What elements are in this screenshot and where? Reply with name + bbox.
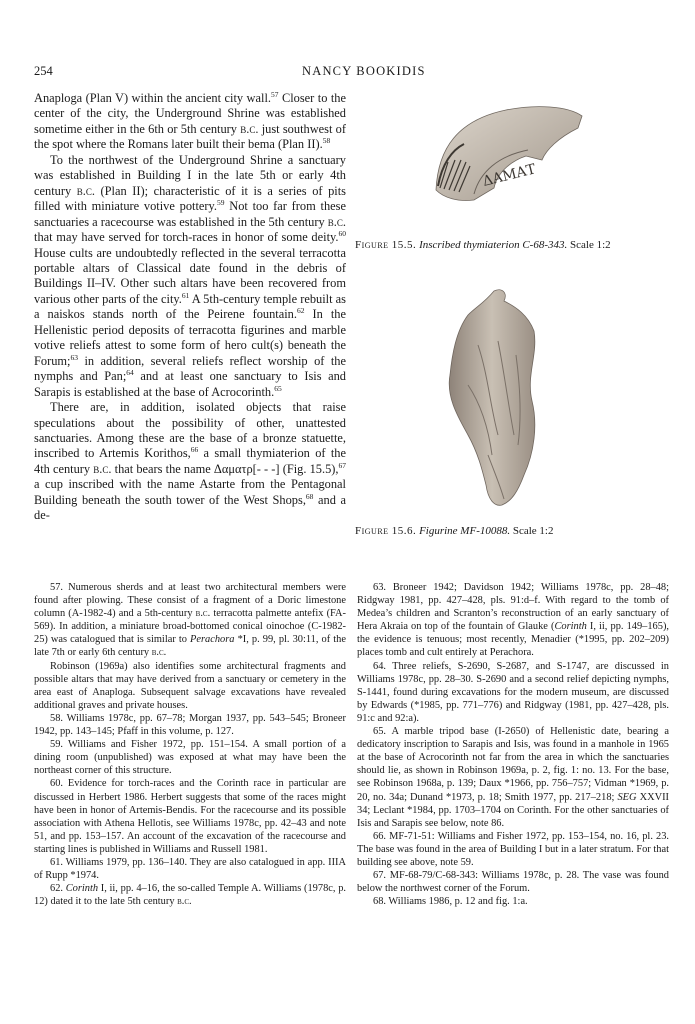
footnotes-left (34, 581, 346, 908)
footnote-63: 63. Broneer 1942; Davidson 1942; Williams 1978c, pp. 28–48; Ridgway 1981, pp. 427–428, pls. 91:d–f. With regard to the tomb of Medea’s children and Scranton’s reconstruction of an early sanctuary of Hera Akraia on top of the fountain of Glauke (Corinth I, ii, pp. 149–165), the evidence is tenuous; most recently, Menadier (*1995, pp. 202–209) places tomb and cult entirely at Perachora. (357, 582, 669, 659)
footnote-66: 66. MF-71-51: Williams and Fisher 1972, pp. 153–154, no. 16, pl. 23. The base was found in the area of Building I but in a later stratum. For that building see above, note 59. (357, 830, 669, 868)
footnotes-right (357, 581, 669, 908)
footnote-58: 58. Williams 1978c, pp. 67–78; Morgan 1937, pp. 543–545; Broneer 1942, pp. 143–145; Pfaff in this volume, p. 127. (34, 712, 346, 738)
footnote-59: 59. Williams and Fisher 1972, pp. 151–154. A small portion of a dining room (unpublished) was exposed at what may have been the northeast corner of this structure. (34, 739, 346, 777)
footnote-67: 67. MF-68-79/C-68-343: Williams 1978c, p. 28. The vase was found below the northwest corner of the Forum. (357, 870, 669, 895)
paragraph-2: To the northwest of the Underground Shrine a sanctuary was established in Building I in the late 5th or early 4th century b.c. (Plan II); characteristic of it is a series of pits filled with miniature votive pottery.$^{59}$ Not too far from these sanctuaries a racecourse was established in the 5th century b.c. that may have served for torch-races in honor of some deity.$^{60}$ House cults are undoubtedly reflected in the several terracotta portable altars of Classical date found in the debris of Buildings II–IV. Other such altars have been recovered from various other parts of the city.$^{61}$ A 5th-century temple rebuilt as a naiskos stands north of the Peirene fountain.$^{62}$ In the Hellenistic period deposits of terracotta figurines and marble votive reliefs attest to some form of hero cult(s) beneath the Forum;$^{63}$ in addition, several reliefs reflect worship of the nymphs and Pan;$^{64}$ and at least one sanctuary to Isis and Sarapis is established at the base of Acrocorinth.$^{65}$ (34, 152, 346, 399)
footnote-61: 61. Williams 1979, pp. 136–140. They are also catalogued in app. IIIA of Rupp *1974. (34, 856, 346, 882)
footnote-65: 65. A marble tripod base (I-2650) of Hellenistic date, bearing a dedicatory inscription to Sarapis and Isis, was found in a manhole in 1965 at the base of Acrocorinth not far from the area in which the sanctuaries should lie, as shown in Robinson 1969a, p. 2, fig. 1: no. 13. For the base, see Robinson 1968a, p. 139; Daux *1966, pp. 756–757; Vidman *1969, p. 20, no. 34a; Dunand *1973, p. 18; Smith 1977, pp. 217–218; SEG XXVII 34; Leclant *1984, pp. 1703–1704 on Corinth. For the other sanctuaries of Isis and Sarapis see below, note 86. (357, 726, 670, 829)
paragraph-1: Anaploga (Plan V) within the ancient city wall.$^{57}$ Closer to the center of the city, the Underground Shrine was established sometime either in the 6th or 5th century b.c. just southwest of the spot where the Romans later built their bema (Plan II).$^{58}$ (34, 89, 347, 152)
footnote-68: 68. Williams 1986, p. 12 and fig. 1:a. (373, 896, 528, 908)
figure-15-6-caption: Figure 15.6. Figurine MF-10088. Scale 1:2 (355, 525, 554, 537)
running-head: NANCY BOOKIDIS (302, 64, 426, 78)
footnote-57-continued: Robinson (1969a) also identifies some architectural fragments and possible altars that may have derived from a sanctuary or cemetery in the area east of Anaploga. Subsequent salvage excavations have revealed additional graves and private houses. (34, 660, 346, 711)
figurine-figure (438, 285, 558, 510)
thymiaterion-figure (418, 98, 588, 208)
footnote-62: 62. Corinth I, ii, pp. 4–16, the so-called Temple A. Williams (1978c, p. 12) dated it to the late 5th century b.c. (34, 883, 346, 908)
footnote-64: 64. Three reliefs, S-2690, S-2687, and S-1747, are discussed in Williams 1978c, pp. 28–30. S-2690 and a second relief depicting nymphs, S-1441, found during excavations for the modern museum, are discussed by Edwards (*1985, pp. 771–776) and Ridgway (1981, pp. 427–428, pls. 91:c and 92:a). (357, 660, 669, 724)
inscription-text: ΔΑΜΑΤ (481, 161, 538, 190)
footnote-57: 57. Numerous sherds and at least two architectural members were found after plowing. These consist of a fragment of a Doric limestone column (A-1982-4) and a 5th-century b.c. terracotta palmette antefix (FA-569). In addition, a miniature broad-bottomed conical oinochoe (C-1982-25) was catalogued that is similar to Perachora *I, p. 99, pl. 30:11, of the late 7th or early 6th century b.c. (34, 582, 346, 659)
footnote-60: 60. Evidence for torch-races and the Corinth race in particular are discussed in Herbert 1986. Herbert suggests that some of the races might have been in honor of Artemis-Bendis. For the racecourse and its possible association with Athena Hellotis, see Williams 1978c, pp. 42–43 and note 51, and pp. 153–157. An account of the excavation of the racecourse and starting lines is published in Williams and Russell 1981. (34, 778, 346, 855)
page-number: 254 (34, 64, 53, 78)
paragraph-3: There are, in addition, isolated objects that raise speculations about the possibility of other, unattested sanctuaries. Among these are the base of a bronze statuette, inscribed to Artemis Korithos,$^{66}$ a small thymiaterion of the 4th century b.c. that bears the name Δαματρ[- - -] (Fig. 15.5),$^{67}$ a cup inscribed with the name Astarte from the Pentagonal Building beneath the south tower of the West Shops,$^{68}$ and a de- (34, 400, 346, 523)
main-text (34, 91, 346, 524)
figure-15-5-caption: Figure 15.5. Inscribed thymiaterion C-68-343. Scale 1:2 (355, 239, 611, 251)
